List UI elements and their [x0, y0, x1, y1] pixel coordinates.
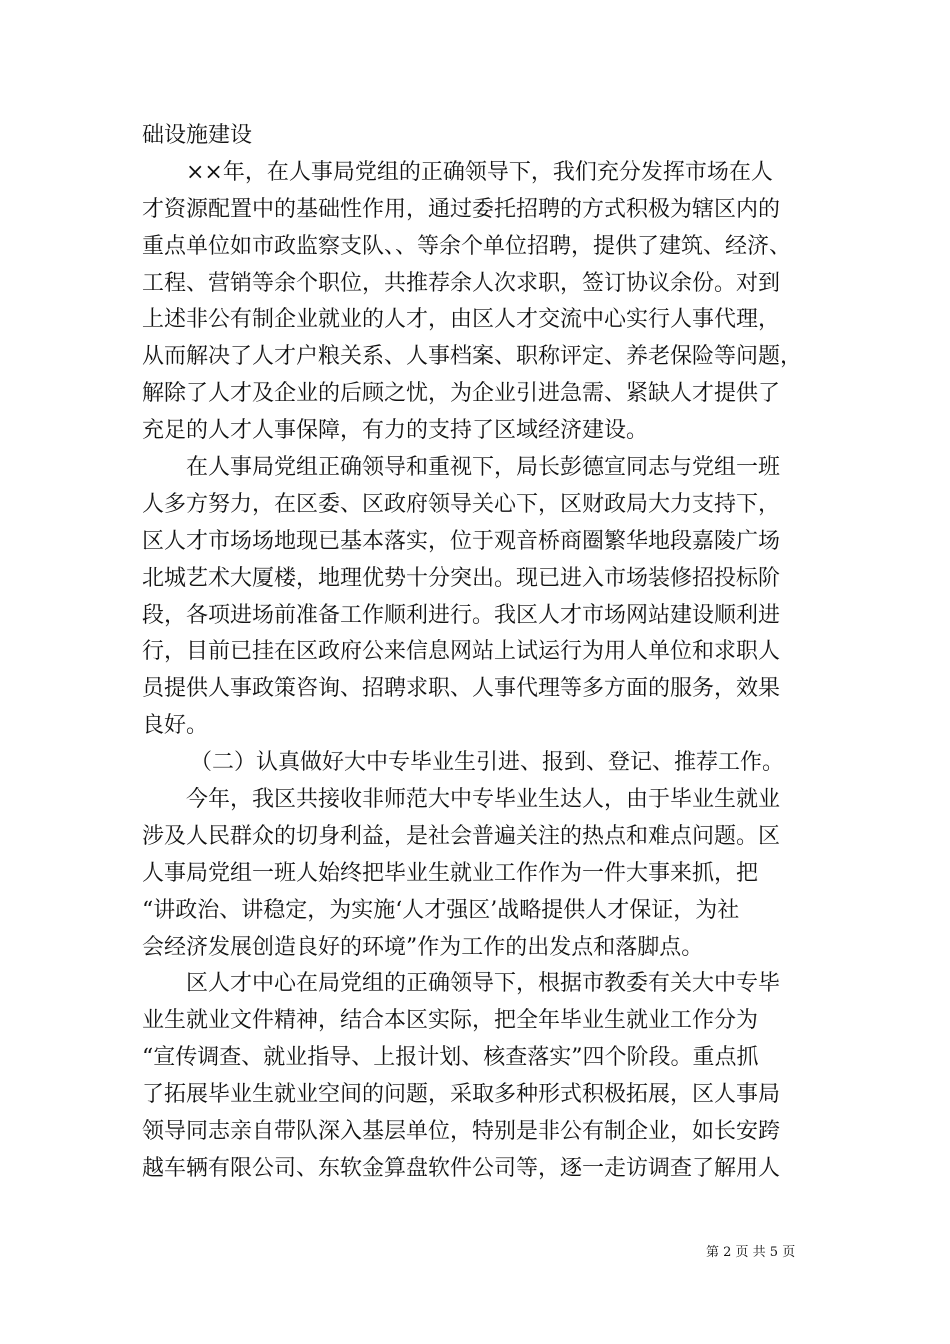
- text-line: 良好。: [142, 713, 209, 739]
- text-line: （二）认真做好大中专毕业生引进、报到、登记、推荐工作。: [190, 750, 785, 776]
- text-line: 在人事局党组正确领导和重视下，局长彭德宣同志与党组一班: [186, 455, 781, 481]
- text-line: 会经济发展创造良好的环境”作为工作的出发点和落脚点。: [142, 934, 704, 960]
- text-line: 段，各项进场前准备工作顺利进行。我区人才市场网站建设顺利进: [142, 602, 781, 628]
- text-line: ××年，在人事局党组的正确领导下，我们充分发挥市场在人: [186, 159, 773, 185]
- text-line: 区人才中心在局党组的正确领导下，根据市教委有关大中专毕: [186, 971, 781, 997]
- text-line: 人事局党组一班人始终把毕业生就业工作作为一件大事来抓，把: [142, 860, 759, 886]
- text-line: 员提供人事政策咨询、招聘求职、人事代理等多方面的服务，效果: [142, 676, 781, 702]
- text-line: 今年，我区共接收非师范大中专毕业生达人，由于毕业生就业: [186, 787, 781, 813]
- text-line: 越车辆有限公司、东软金算盘软件公司等，逐一走访调查了解用人: [142, 1155, 781, 1181]
- text-line: 了拓展毕业生就业空间的问题，采取多种形式积极拓展，区人事局: [142, 1082, 781, 1108]
- text-line: “讲政治、讲稳定，为实施‘人才强区’战略提供人才保证，为社: [142, 897, 740, 923]
- text-line: 北城艺术大厦楼，地理优势十分突出。现已进入市场装修招投标阶: [142, 565, 781, 591]
- text-line: “宣传调查、就业指导、上报计划、核查落实”四个阶段。重点抓: [142, 1045, 759, 1071]
- text-line: 区人才市场场地现已基本落实，位于观音桥商圈繁华地段嘉陵广场: [142, 528, 781, 554]
- text-line: 重点单位如市政监察支队、、等余个单位招聘，提供了建筑、经济、: [142, 233, 792, 259]
- text-line: 工程、营销等余个职位，共推荐余人次求职，签订协议余份。对到: [142, 270, 781, 296]
- text-line: 业生就业文件精神，结合本区实际，把全年毕业生就业工作分为: [142, 1008, 759, 1034]
- text-line: 础设施建设: [142, 123, 253, 148]
- text-line: 行，目前已挂在区政府公来信息网站上试运行为用人单位和求职人: [142, 639, 781, 665]
- text-line: 领导同志亲自带队深入基层单位，特别是非公有制企业，如长安跨: [142, 1119, 781, 1145]
- text-line: 涉及人民群众的切身利益，是社会普遍关注的热点和难点问题。区: [142, 823, 781, 849]
- text-line: 上述非公有制企业就业的人才，由区人才交流中心实行人事代理，: [142, 307, 781, 333]
- page-number: 第 2 页 共 5 页: [706, 1245, 796, 1260]
- text-line: 才资源配置中的基础性作用，通过委托招聘的方式积极为辖区内的: [142, 196, 781, 222]
- text-line: 充足的人才人事保障，有力的支持了区域经济建设。: [142, 418, 649, 444]
- text-line: 解除了人才及企业的后顾之忧，为企业引进急需、紧缺人才提供了: [142, 381, 781, 407]
- body-text: [142, 118, 814, 1188]
- text-line: 人多方努力，在区委、区政府领导关心下，区财政局大力支持下，: [142, 491, 781, 517]
- text-line: 从而解决了人才户粮关系、人事档案、职称评定、养老保险等问题，: [142, 344, 803, 370]
